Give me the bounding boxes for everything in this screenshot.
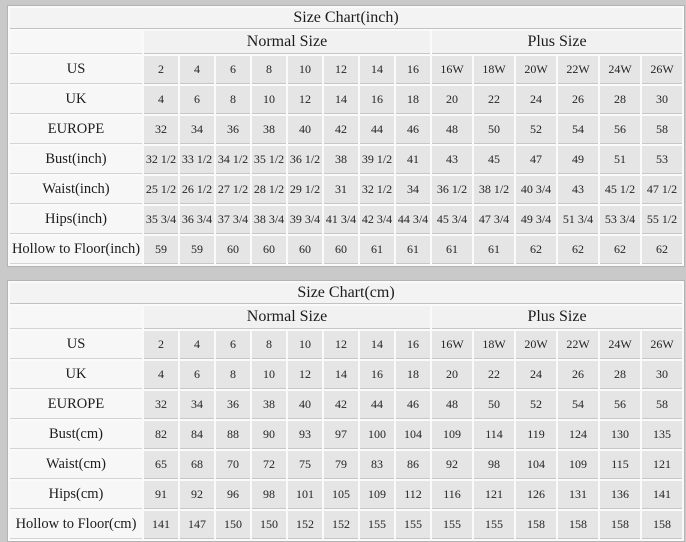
table-row [10,206,682,234]
size-value-cell: 34 [180,116,214,144]
row-label: US [10,56,142,84]
size-value-cell: 16W [432,331,472,359]
size-value-cell: 112 [396,481,430,509]
size-value-cell: 4 [144,86,178,114]
size-value-cell: 109 [360,481,394,509]
size-value-cell: 33 1/2 [180,146,214,174]
size-value-cell: 35 3/4 [144,206,178,234]
size-value-cell: 104 [396,421,430,449]
size-value-cell: 49 [558,146,598,174]
size-value-cell: 32 1/2 [144,146,178,174]
size-value-cell: 105 [324,481,358,509]
size-value-cell: 18 [396,86,430,114]
title-row [10,283,682,304]
size-value-cell: 100 [360,421,394,449]
size-value-cell: 158 [516,511,556,539]
size-value-cell: 50 [474,116,514,144]
size-value-cell: 24W [600,56,640,84]
size-value-cell: 24W [600,331,640,359]
size-value-cell: 40 3/4 [516,176,556,204]
size-value-cell: 8 [252,56,286,84]
size-value-cell: 36 [216,116,250,144]
size-value-cell: 109 [558,451,598,479]
table-row [10,421,682,449]
size-value-cell: 8 [216,86,250,114]
size-value-cell: 38 [324,146,358,174]
size-value-cell: 124 [558,421,598,449]
size-value-cell: 86 [396,451,430,479]
size-value-cell: 45 [474,146,514,174]
size-value-cell: 2 [144,331,178,359]
size-value-cell: 65 [144,451,178,479]
size-value-cell: 40 [288,391,322,419]
size-value-cell: 98 [252,481,286,509]
table-row [10,481,682,509]
size-value-cell: 20W [516,56,556,84]
size-value-cell: 141 [144,511,178,539]
size-value-cell: 14 [324,361,358,389]
size-value-cell: 43 [558,176,598,204]
size-value-cell: 24 [516,361,556,389]
size-value-cell: 92 [180,481,214,509]
size-value-cell: 61 [474,236,514,264]
size-value-cell: 26 [558,361,598,389]
size-value-cell: 41 3/4 [324,206,358,234]
size-value-cell: 38 1/2 [474,176,514,204]
size-value-cell: 82 [144,421,178,449]
size-value-cell: 62 [642,236,682,264]
size-value-cell: 75 [288,451,322,479]
size-value-cell: 92 [432,451,472,479]
size-value-cell: 30 [642,361,682,389]
size-value-cell: 34 [180,391,214,419]
size-value-cell: 114 [474,421,514,449]
size-value-cell: 56 [600,391,640,419]
group-header-row [10,306,682,329]
size-value-cell: 2 [144,56,178,84]
size-value-cell: 22W [558,331,598,359]
size-value-cell: 6 [180,86,214,114]
size-value-cell: 68 [180,451,214,479]
row-label: Waist(cm) [10,451,142,479]
size-value-cell: 116 [432,481,472,509]
size-value-cell: 31 [324,176,358,204]
size-value-cell: 20 [432,86,472,114]
size-value-cell: 16 [396,56,430,84]
size-value-cell: 26W [642,331,682,359]
row-label: EUROPE [10,116,142,144]
size-value-cell: 4 [144,361,178,389]
size-value-cell: 18 [396,361,430,389]
size-value-cell: 12 [324,56,358,84]
table-row [10,176,682,204]
size-value-cell: 53 [642,146,682,174]
size-value-cell: 61 [396,236,430,264]
size-value-cell: 46 [396,391,430,419]
size-value-cell: 62 [600,236,640,264]
size-value-cell: 119 [516,421,556,449]
row-label: UK [10,86,142,114]
size-value-cell: 30 [642,86,682,114]
table-row [10,391,682,419]
size-value-cell: 12 [324,331,358,359]
size-value-cell: 88 [216,421,250,449]
size-value-cell: 34 1/2 [216,146,250,174]
size-value-cell: 93 [288,421,322,449]
size-value-cell: 48 [432,116,472,144]
size-value-cell: 6 [180,361,214,389]
size-value-cell: 32 1/2 [360,176,394,204]
size-value-cell: 70 [216,451,250,479]
size-value-cell: 32 [144,116,178,144]
size-value-cell: 136 [600,481,640,509]
size-value-cell: 20 [432,361,472,389]
plus-size-header: Plus Size [432,31,682,54]
size-value-cell: 59 [180,236,214,264]
size-value-cell: 18W [474,56,514,84]
size-value-cell: 61 [432,236,472,264]
size-value-cell: 6 [216,331,250,359]
size-value-cell: 50 [474,391,514,419]
size-value-cell: 155 [360,511,394,539]
corner-cell [10,31,142,54]
table-title: Size Chart(inch) [10,8,682,29]
size-value-cell: 155 [432,511,472,539]
size-value-cell: 36 1/2 [288,146,322,174]
size-value-cell: 52 [516,391,556,419]
table-row [10,511,682,539]
size-value-cell: 12 [288,361,322,389]
size-value-cell: 36 [216,391,250,419]
size-value-cell: 10 [288,56,322,84]
size-value-cell: 39 1/2 [360,146,394,174]
size-value-cell: 155 [474,511,514,539]
size-value-cell: 37 3/4 [216,206,250,234]
size-value-cell: 158 [558,511,598,539]
size-value-cell: 47 [516,146,556,174]
size-value-cell: 96 [216,481,250,509]
size-value-cell: 14 [360,331,394,359]
size-value-cell: 38 3/4 [252,206,286,234]
size-value-cell: 49 3/4 [516,206,556,234]
size-value-cell: 58 [642,116,682,144]
table-row [10,361,682,389]
size-value-cell: 141 [642,481,682,509]
size-value-cell: 62 [558,236,598,264]
title-row [10,8,682,29]
size-value-cell: 60 [288,236,322,264]
size-value-cell: 60 [216,236,250,264]
size-value-cell: 53 3/4 [600,206,640,234]
size-value-cell: 55 1/2 [642,206,682,234]
table-row [10,331,682,359]
size-value-cell: 41 [396,146,430,174]
size-value-cell: 10 [252,361,286,389]
size-value-cell: 16 [360,86,394,114]
size-value-cell: 12 [288,86,322,114]
size-value-cell: 101 [288,481,322,509]
size-value-cell: 121 [474,481,514,509]
size-value-cell: 150 [252,511,286,539]
size-value-cell: 16W [432,56,472,84]
size-value-cell: 47 1/2 [642,176,682,204]
size-chart-cm-table [7,280,685,542]
row-label: EUROPE [10,391,142,419]
table-row [10,56,682,84]
row-label: Bust(cm) [10,421,142,449]
size-value-cell: 60 [324,236,358,264]
size-value-cell: 130 [600,421,640,449]
size-value-cell: 135 [642,421,682,449]
size-value-cell: 147 [180,511,214,539]
size-value-cell: 44 3/4 [396,206,430,234]
size-value-cell: 109 [432,421,472,449]
size-value-cell: 158 [642,511,682,539]
size-value-cell: 59 [144,236,178,264]
row-label: Waist(inch) [10,176,142,204]
size-value-cell: 121 [642,451,682,479]
size-value-cell: 97 [324,421,358,449]
size-value-cell: 155 [396,511,430,539]
size-value-cell: 34 [396,176,430,204]
size-value-cell: 52 [516,116,556,144]
size-value-cell: 36 1/2 [432,176,472,204]
size-value-cell: 43 [432,146,472,174]
size-value-cell: 14 [324,86,358,114]
size-value-cell: 28 [600,361,640,389]
size-value-cell: 20W [516,331,556,359]
size-value-cell: 28 1/2 [252,176,286,204]
size-value-cell: 24 [516,86,556,114]
table-row [10,86,682,114]
row-label: US [10,331,142,359]
size-value-cell: 18W [474,331,514,359]
size-value-cell: 29 1/2 [288,176,322,204]
size-value-cell: 16 [360,361,394,389]
size-value-cell: 40 [288,116,322,144]
size-value-cell: 26 [558,86,598,114]
size-value-cell: 61 [360,236,394,264]
size-value-cell: 27 1/2 [216,176,250,204]
size-value-cell: 79 [324,451,358,479]
size-value-cell: 91 [144,481,178,509]
size-value-cell: 104 [516,451,556,479]
size-value-cell: 10 [252,86,286,114]
size-value-cell: 46 [396,116,430,144]
group-header-row [10,31,682,54]
size-value-cell: 60 [252,236,286,264]
row-label: UK [10,361,142,389]
size-value-cell: 42 3/4 [360,206,394,234]
size-value-cell: 47 3/4 [474,206,514,234]
size-value-cell: 38 [252,116,286,144]
size-value-cell: 54 [558,391,598,419]
size-value-cell: 4 [180,56,214,84]
size-value-cell: 44 [360,116,394,144]
size-value-cell: 35 1/2 [252,146,286,174]
corner-cell [10,306,142,329]
size-value-cell: 83 [360,451,394,479]
plus-size-header: Plus Size [432,306,682,329]
size-value-cell: 4 [180,331,214,359]
size-value-cell: 38 [252,391,286,419]
size-value-cell: 28 [600,86,640,114]
size-value-cell: 16 [396,331,430,359]
size-value-cell: 36 3/4 [180,206,214,234]
size-value-cell: 131 [558,481,598,509]
size-value-cell: 26W [642,56,682,84]
size-value-cell: 42 [324,391,358,419]
table-row [10,116,682,144]
size-value-cell: 98 [474,451,514,479]
table-row [10,451,682,479]
size-value-cell: 84 [180,421,214,449]
normal-size-header: Normal Size [144,31,430,54]
size-value-cell: 54 [558,116,598,144]
size-value-cell: 62 [516,236,556,264]
size-value-cell: 90 [252,421,286,449]
size-chart-inch-table [7,5,685,267]
size-value-cell: 58 [642,391,682,419]
normal-size-header: Normal Size [144,306,430,329]
size-value-cell: 14 [360,56,394,84]
size-value-cell: 158 [600,511,640,539]
size-value-cell: 32 [144,391,178,419]
size-value-cell: 25 1/2 [144,176,178,204]
size-value-cell: 150 [216,511,250,539]
size-value-cell: 22 [474,361,514,389]
size-value-cell: 10 [288,331,322,359]
row-label: Hips(inch) [10,206,142,234]
size-value-cell: 126 [516,481,556,509]
row-label: Hollow to Floor(inch) [10,236,142,264]
size-value-cell: 22 [474,86,514,114]
size-value-cell: 26 1/2 [180,176,214,204]
row-label: Bust(inch) [10,146,142,174]
table-row [10,146,682,174]
size-value-cell: 8 [252,331,286,359]
row-label: Hollow to Floor(cm) [10,511,142,539]
size-value-cell: 72 [252,451,286,479]
size-value-cell: 48 [432,391,472,419]
row-label: Hips(cm) [10,481,142,509]
size-value-cell: 152 [288,511,322,539]
size-value-cell: 44 [360,391,394,419]
size-value-cell: 6 [216,56,250,84]
size-value-cell: 22W [558,56,598,84]
size-value-cell: 115 [600,451,640,479]
size-value-cell: 45 1/2 [600,176,640,204]
table-row [10,236,682,264]
size-value-cell: 8 [216,361,250,389]
size-value-cell: 152 [324,511,358,539]
size-value-cell: 51 3/4 [558,206,598,234]
table-title: Size Chart(cm) [10,283,682,304]
size-value-cell: 42 [324,116,358,144]
size-value-cell: 39 3/4 [288,206,322,234]
size-value-cell: 45 3/4 [432,206,472,234]
size-value-cell: 51 [600,146,640,174]
size-value-cell: 56 [600,116,640,144]
